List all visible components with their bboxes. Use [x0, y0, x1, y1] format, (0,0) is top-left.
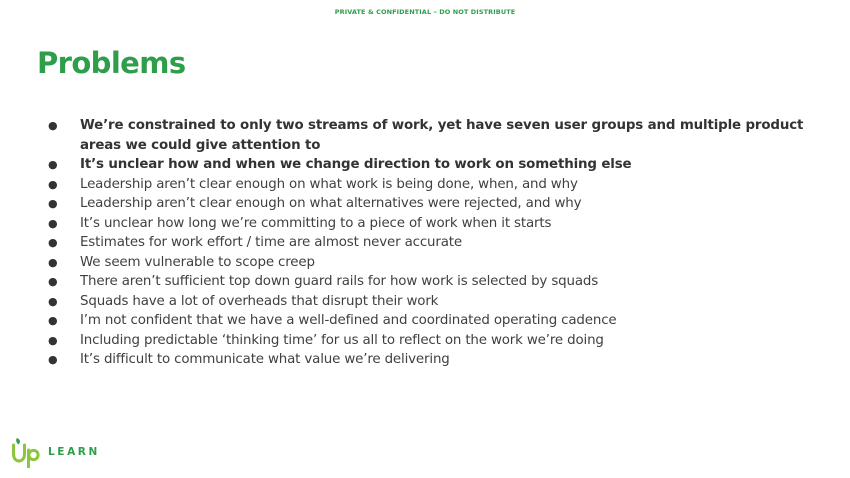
bullet-text: We’re constrained to only two streams of work, yet have seven user groups and multiple product areas we could give attention to	[80, 118, 804, 153]
bullet-item	[48, 214, 808, 234]
bullet-item	[48, 175, 808, 195]
bullet-dot-icon: ●	[48, 197, 58, 210]
up-learn-logo	[11, 436, 100, 468]
bullet-item	[48, 194, 808, 214]
logo-wordmark: LEARN	[48, 446, 100, 458]
bullet-text: I’m not confident that we have a well-defined and coordinated operating cadence	[80, 313, 617, 328]
bullet-item	[48, 292, 808, 312]
bullet-dot-icon: ●	[48, 119, 58, 132]
bullet-list	[48, 116, 808, 370]
bullet-dot-icon: ●	[48, 177, 58, 191]
bullet-item	[48, 272, 808, 292]
bullet-text: Squads have a lot of overheads that disrupt their work	[80, 293, 439, 309]
bullet-text: It’s unclear how and when we change direction to work on something else	[80, 157, 632, 172]
bullet-item	[48, 233, 808, 253]
bullet-dot-icon: ●	[48, 158, 58, 171]
bullet-dot-icon: ●	[48, 294, 58, 308]
bullet-item	[48, 331, 808, 351]
bullet-text: There aren’t sufficient top down guard rails for how work is selected by squads	[80, 274, 599, 289]
bullet-text: Leadership aren’t clear enough on what work is being done, when, and why	[80, 176, 578, 192]
bullet-dot-icon: ●	[48, 255, 58, 269]
bullet-item	[48, 116, 808, 155]
bullet-item	[48, 350, 808, 370]
slide-title: Problems	[37, 46, 186, 80]
bullet-item	[48, 311, 808, 331]
bullet-dot-icon: ●	[48, 314, 58, 327]
bullet-text: Estimates for work effort / time are almost never accurate	[80, 235, 462, 250]
bullet-text: We seem vulnerable to scope creep	[80, 254, 315, 270]
bullet-dot-icon: ●	[48, 275, 58, 288]
bullet-text: Leadership aren’t clear enough on what alternatives were rejected, and why	[80, 196, 582, 211]
bullet-text: It’s unclear how long we’re committing to a piece of work when it starts	[80, 215, 552, 231]
bullet-item	[48, 253, 808, 273]
bullet-dot-icon: ●	[48, 216, 58, 230]
bullet-dot-icon: ●	[48, 333, 58, 347]
bullet-item	[48, 155, 808, 175]
bullet-dot-icon: ●	[48, 353, 58, 366]
bullet-dot-icon: ●	[48, 236, 58, 249]
up-logo-mark-icon	[11, 436, 41, 468]
bullet-text: Including predictable ‘thinking time’ for us all to reflect on the work we’re doing	[80, 332, 604, 348]
bullet-text: It’s difficult to communicate what value we’re delivering	[80, 352, 450, 367]
confidential-notice: PRIVATE & CONFIDENTIAL – DO NOT DISTRIBUTE	[334, 8, 516, 16]
